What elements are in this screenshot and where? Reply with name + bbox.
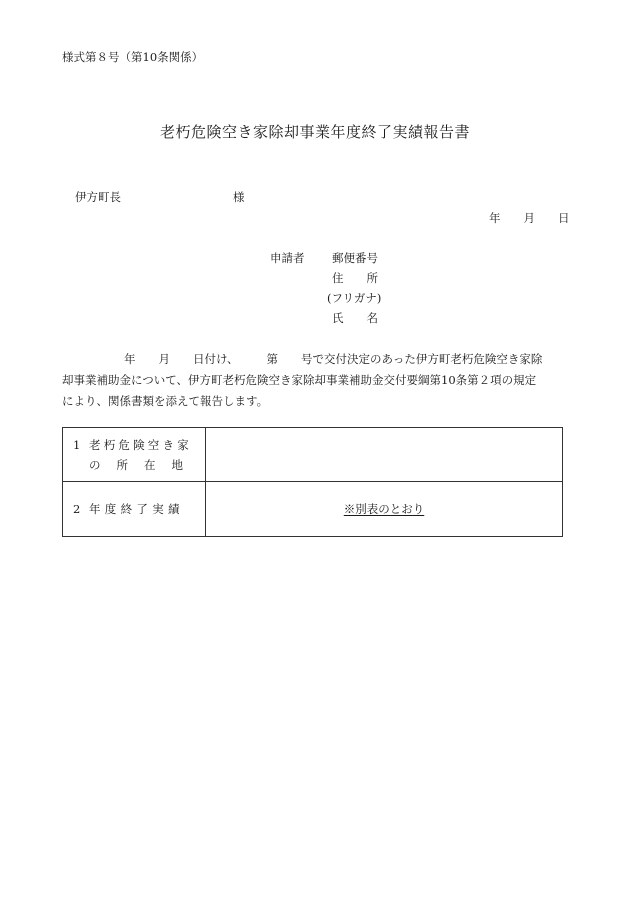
furigana-label: (フリガナ) [327, 291, 382, 305]
applicant-label: 申請者 [270, 251, 305, 265]
body-dated: 日付け、 [193, 352, 239, 366]
row-label-location [63, 428, 206, 482]
postal-code-label: 郵便番号 [332, 251, 378, 265]
date-line [466, 210, 570, 226]
label-char: 地 [171, 457, 183, 472]
form-number: 様式第８号（第10条関係） [62, 50, 204, 64]
address-char-2: 所 [366, 271, 378, 285]
date-year-label: 年 [489, 211, 501, 225]
body-line-1-rest: 号で交付決定のあった伊方町老朽危険空き家除 [301, 352, 543, 366]
address-label [332, 270, 378, 286]
row-label-results [63, 482, 206, 537]
date-month-label: 月 [523, 211, 535, 225]
label-char: の [89, 457, 101, 472]
document-title: 老朽危険空き家除却事業年度終了実績報告書 [159, 123, 470, 141]
body-year: 年 [124, 352, 136, 366]
name-label [332, 310, 378, 326]
row-number: 1 [73, 437, 81, 452]
body-number-prefix: 第 [266, 352, 279, 366]
body-month: 月 [158, 352, 170, 366]
results-value-cell [206, 482, 563, 537]
honorific: 様 [233, 190, 245, 204]
name-char-2: 名 [366, 311, 378, 325]
row-label-line-1: 老朽危険空き家 [89, 437, 192, 452]
row-number: 2 [73, 502, 81, 516]
date-day-label: 日 [558, 211, 570, 225]
table-row [63, 428, 563, 482]
report-table [62, 427, 563, 537]
location-value-field[interactable] [206, 428, 563, 482]
body-line-3: により、関係書類を添えて報告します。 [62, 394, 269, 408]
body-line-2: 却事業補助金について、伊方町老朽危険空き家除却事業補助金交付要綱第10条第２項の規定 [62, 373, 537, 387]
name-char-1: 氏 [332, 311, 344, 325]
body-line-1 [62, 349, 542, 370]
label-char: 所 [116, 457, 128, 472]
row-label-text: 年度終了実績 [89, 502, 184, 516]
address-char-1: 住 [332, 271, 344, 285]
addressee: 伊方町長 [75, 190, 121, 204]
label-char: 在 [144, 457, 156, 472]
row-label-line-2 [89, 457, 183, 473]
results-value: ※別表のとおり [343, 502, 425, 516]
table-row [63, 482, 563, 537]
